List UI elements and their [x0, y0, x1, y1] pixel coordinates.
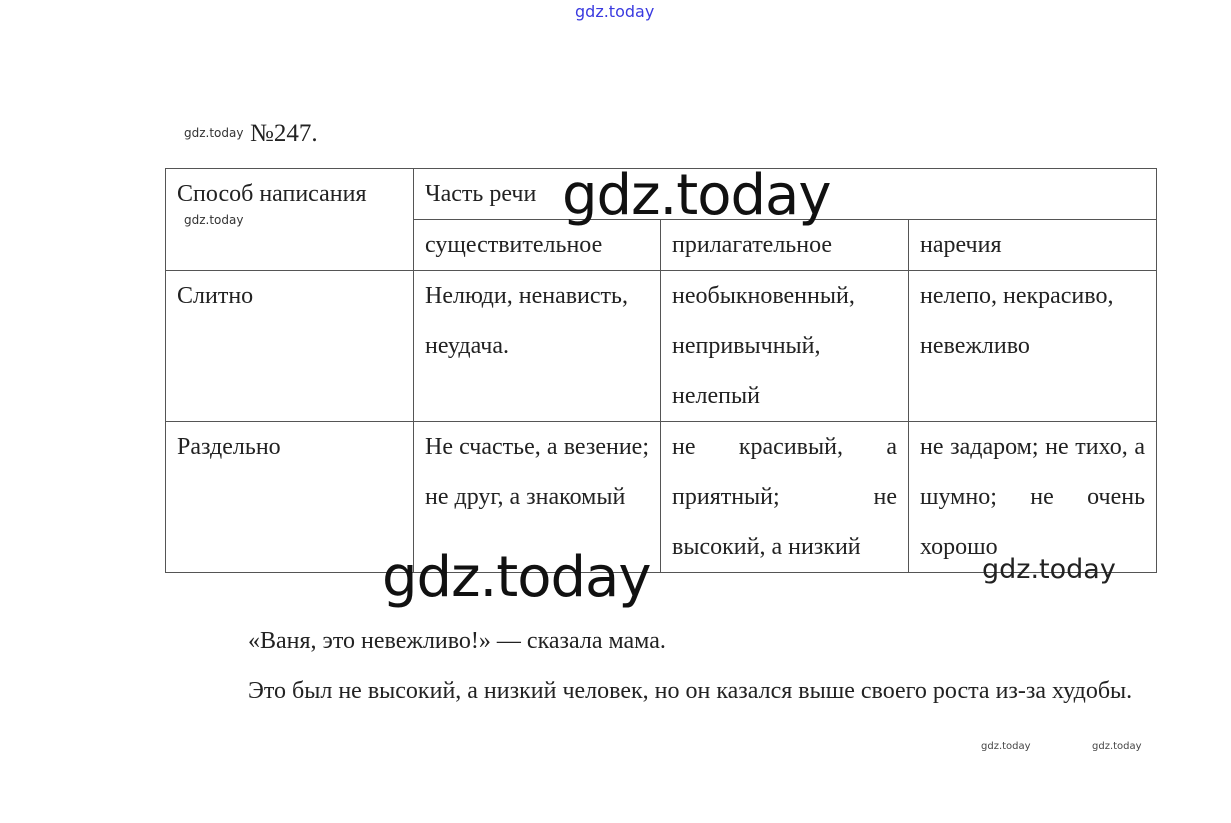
- example-paragraph: Это был не высокий, а низкий человек, но он казался выше своего роста из-за худобы.: [248, 678, 1133, 704]
- example-sentence: «Ваня, это невежливо!» — сказала мама.: [248, 628, 666, 654]
- watermark-small: gdz.today: [184, 126, 244, 140]
- watermark-footer: gdz.today: [981, 741, 1031, 752]
- header-method-cell: Способ написания: [166, 169, 414, 271]
- header-noun-cell: существительное: [414, 220, 661, 271]
- watermark-large: gdz.today: [562, 163, 831, 228]
- row-method-cell: Слитно: [166, 271, 414, 422]
- table-row: [166, 422, 1157, 573]
- watermark-large: gdz.today: [382, 545, 651, 610]
- row-adjective-cell: не красивый, а приятный; не высокий, а низкий: [661, 422, 909, 573]
- table-row: [166, 271, 1157, 422]
- header-adverb-cell: наречия: [909, 220, 1157, 271]
- watermark-footer: gdz.today: [1092, 741, 1142, 752]
- task-number: №247.: [250, 120, 318, 147]
- watermark-small: gdz.today: [184, 213, 244, 227]
- row-method-cell: Раздельно: [166, 422, 414, 573]
- parts-of-speech-table: [165, 163, 1157, 573]
- row-adverb-cell: не задаром; не тихо, а шумно; не очень хорошо: [909, 422, 1157, 573]
- row-adverb-cell: нелепо, некрасиво, невежливо: [909, 271, 1157, 422]
- row-adjective-cell: необыкновенный, непривычный, нелепый: [661, 271, 909, 422]
- watermark-top[interactable]: gdz.today: [575, 2, 655, 21]
- watermark-medium: gdz.today: [982, 554, 1116, 585]
- row-noun-cell: Не счастье, а везение; не друг, а знакомый: [414, 422, 661, 573]
- header-adjective-cell: прилагательное: [661, 220, 909, 271]
- header-part-of-speech-cell: Часть речи: [414, 169, 1157, 220]
- row-noun-cell: Нелюди, ненависть, неудача.: [414, 271, 661, 422]
